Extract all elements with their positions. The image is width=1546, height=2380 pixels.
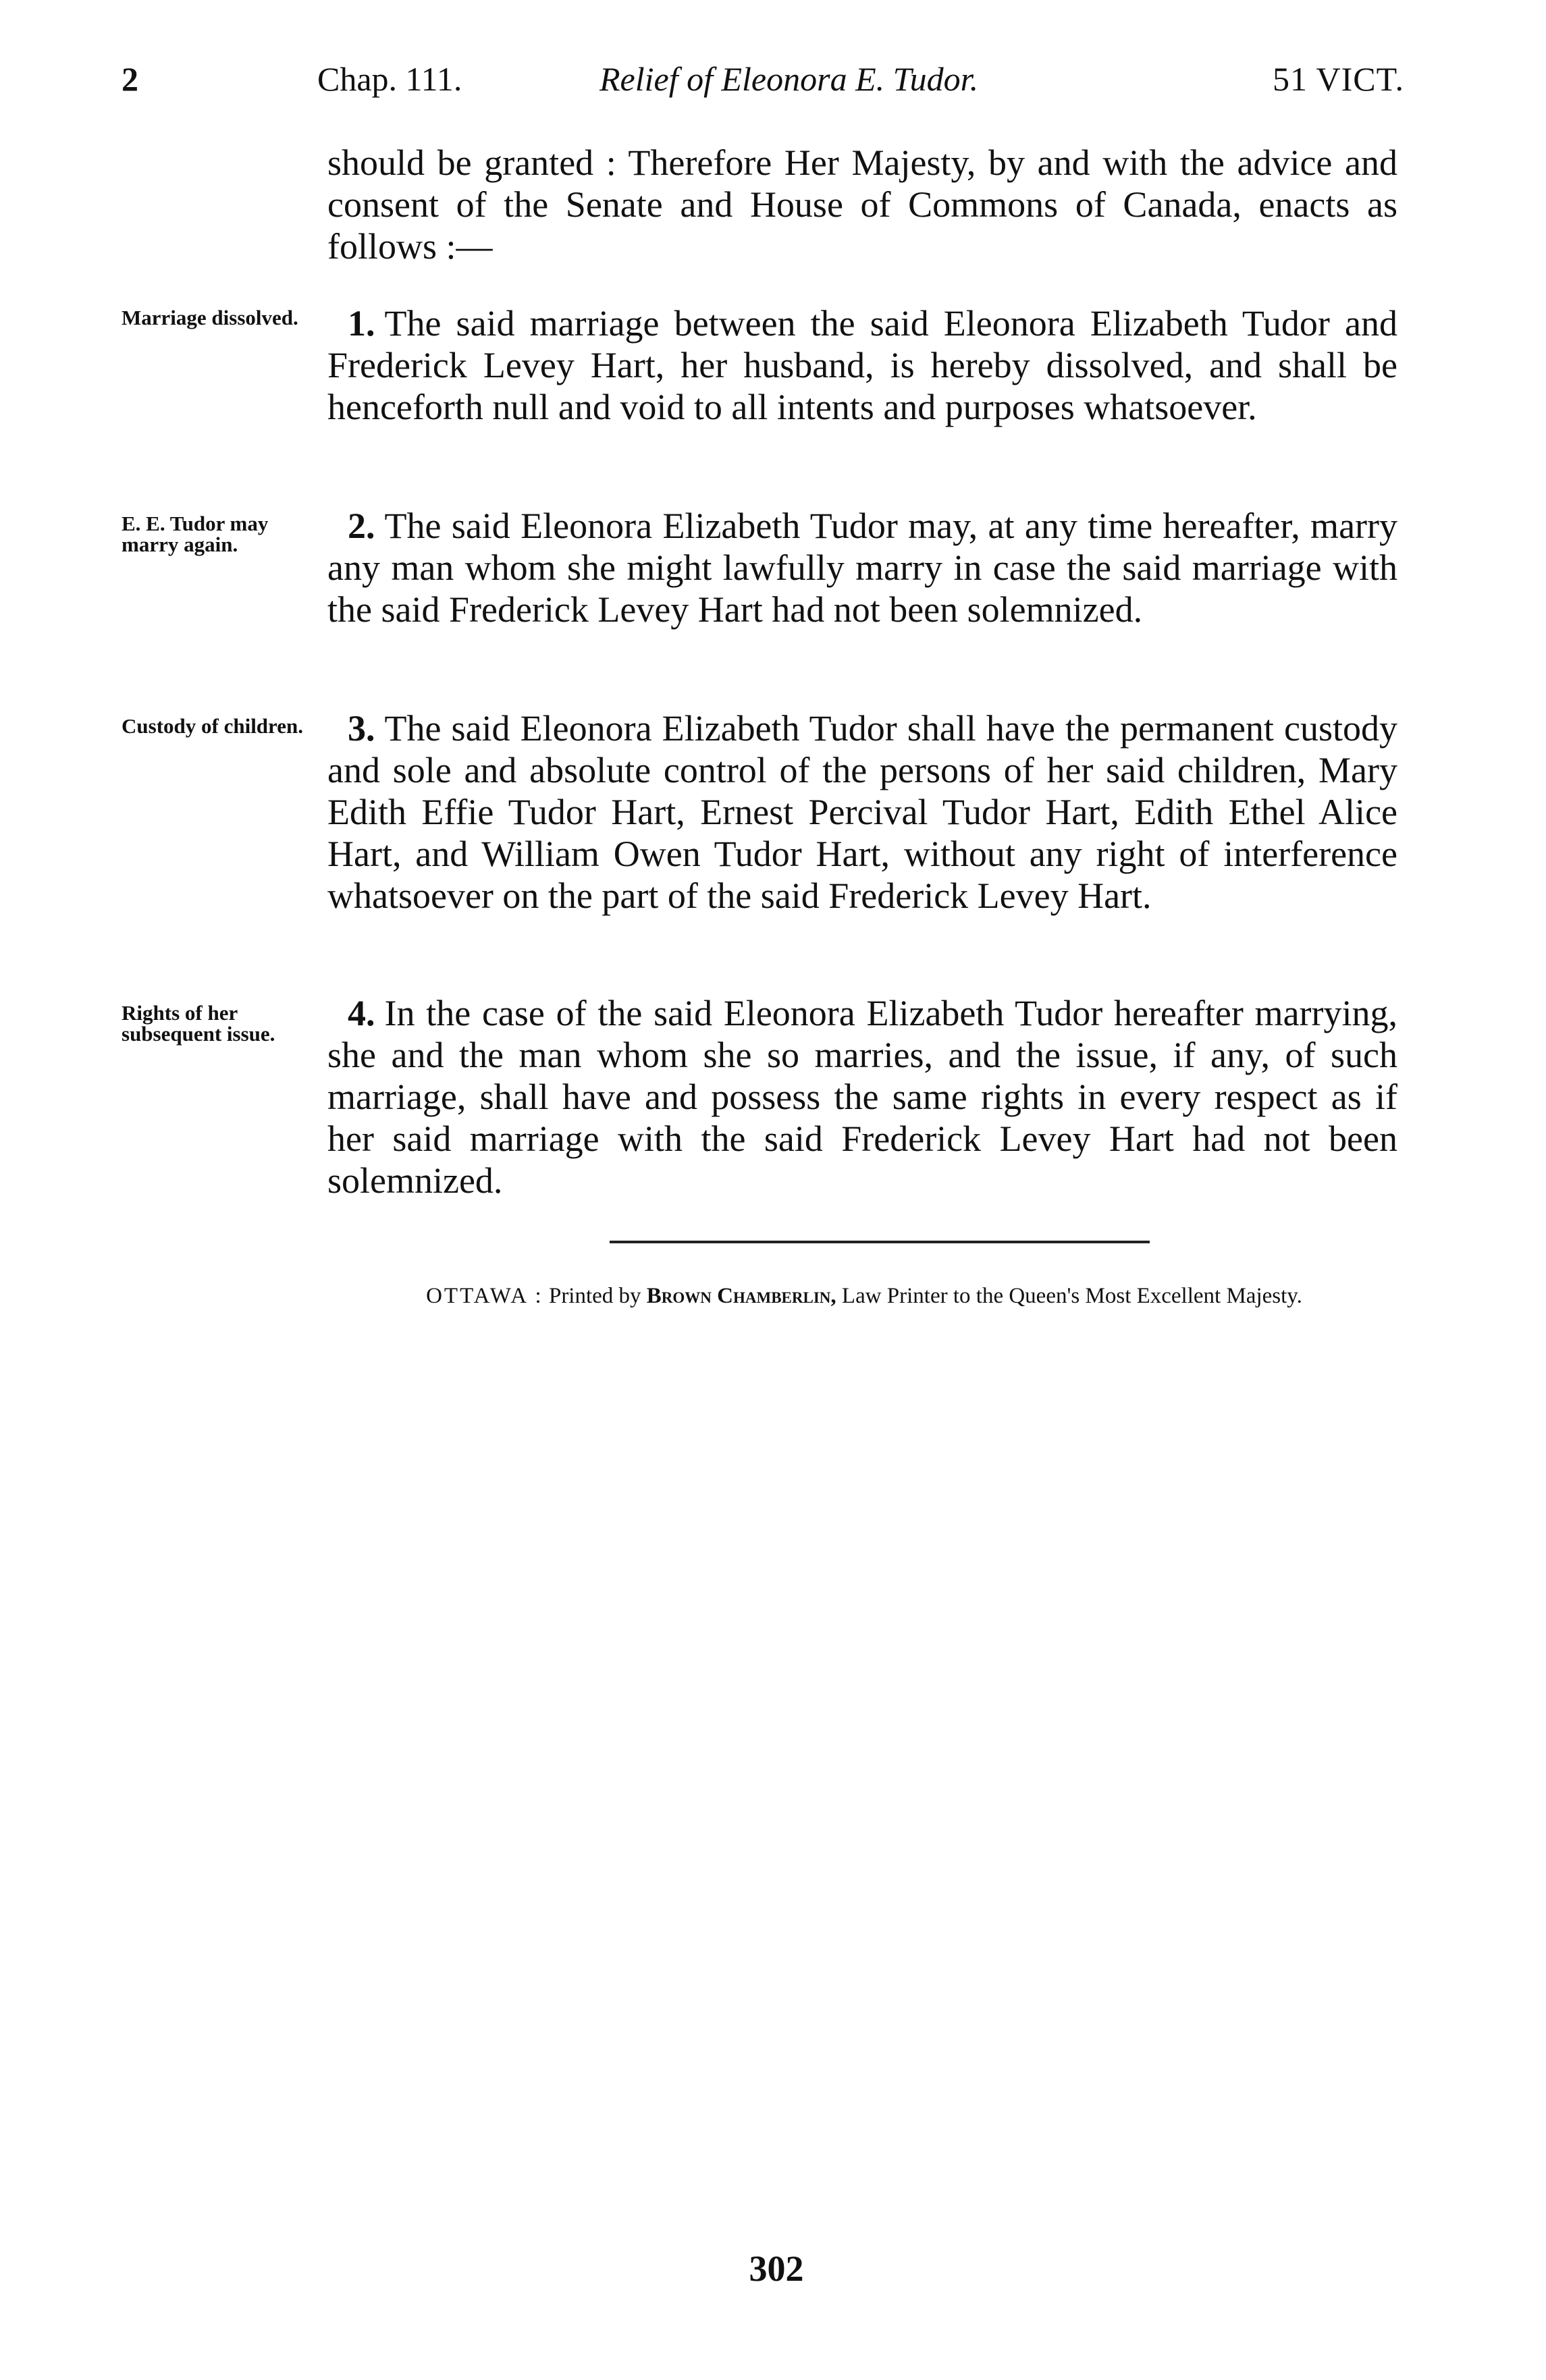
imprint-city: OTTAWA : [426,1284,543,1308]
section-2 [327,505,1397,630]
header-chapter: Chap. 111. [317,60,462,98]
section-number-2: 2. [348,506,375,546]
margin-note-4: Rights of her subsequent issue. [122,1001,275,1046]
section-number-1: 1. [348,303,375,344]
header-page-number: 2 [122,60,138,98]
header-title: Relief of Eleonora E. Tudor. [599,60,979,98]
section-4 [327,992,1397,1201]
imprint-printer-name: Brown Chamberlin, [646,1284,836,1308]
section-text-2: The said Eleonora Elizabeth Tudor may, at any time hereafter, marry any man whom she might lawfully marry in case the said marriage with the said Frederick Levey Hart had not been solemnized. [327,506,1397,630]
section-text-3: The said Eleonora Elizabeth Tudor shall have the permanent custody and sole and absolute control of the persons of her said children, Mary Edith Effie Tudor Hart, Ernest Percival Tudor Hart, Edith Ethel Alice Hart, and William Owen Tudor Hart, without any right of interference whatsoever on the part of the said Frederick Levey Hart. [327,708,1397,916]
margin-note-3: Custody of children. [122,714,303,738]
intro-paragraph: should be granted : Therefore Her Majesty, by and with the advice and consent of the Senate and House of Commons of Canada, enacts as follows :— [327,142,1397,267]
running-header [122,59,1404,107]
margin-note-2: E. E. Tudor may marry again. [122,512,269,556]
margin-note-1: Marriage dissolved. [122,306,298,329]
imprint-printed-by: Printed by [548,1284,641,1308]
section-text-1: The said marriage between the said Eleonora Elizabeth Tudor and Frederick Levey Hart, her husband, is hereby dissolved, and shall be henceforth null and void to all intents and purposes whatsoever. [327,303,1397,427]
section-3 [327,707,1397,917]
divider-rule [610,1241,1150,1243]
footer-page-number: 302 [749,2248,804,2289]
section-number-4: 4. [348,993,375,1033]
header-regnal-year: 51 VICT. [1272,60,1404,98]
imprint-rest: Law Printer to the Queen's Most Excellent Majesty. [841,1284,1302,1308]
section-1 [327,302,1397,428]
section-text-4: In the case of the said Eleonora Elizabeth Tudor hereafter marrying, she and the man whom she so marries, and the issue, if any, of such marriage, shall have and possess the same rights in every respect as if her said marriage with the said Frederick Levey Hart had not been solemnized. [327,993,1397,1201]
section-number-3: 3. [348,708,375,749]
printer-imprint [324,1282,1404,1309]
